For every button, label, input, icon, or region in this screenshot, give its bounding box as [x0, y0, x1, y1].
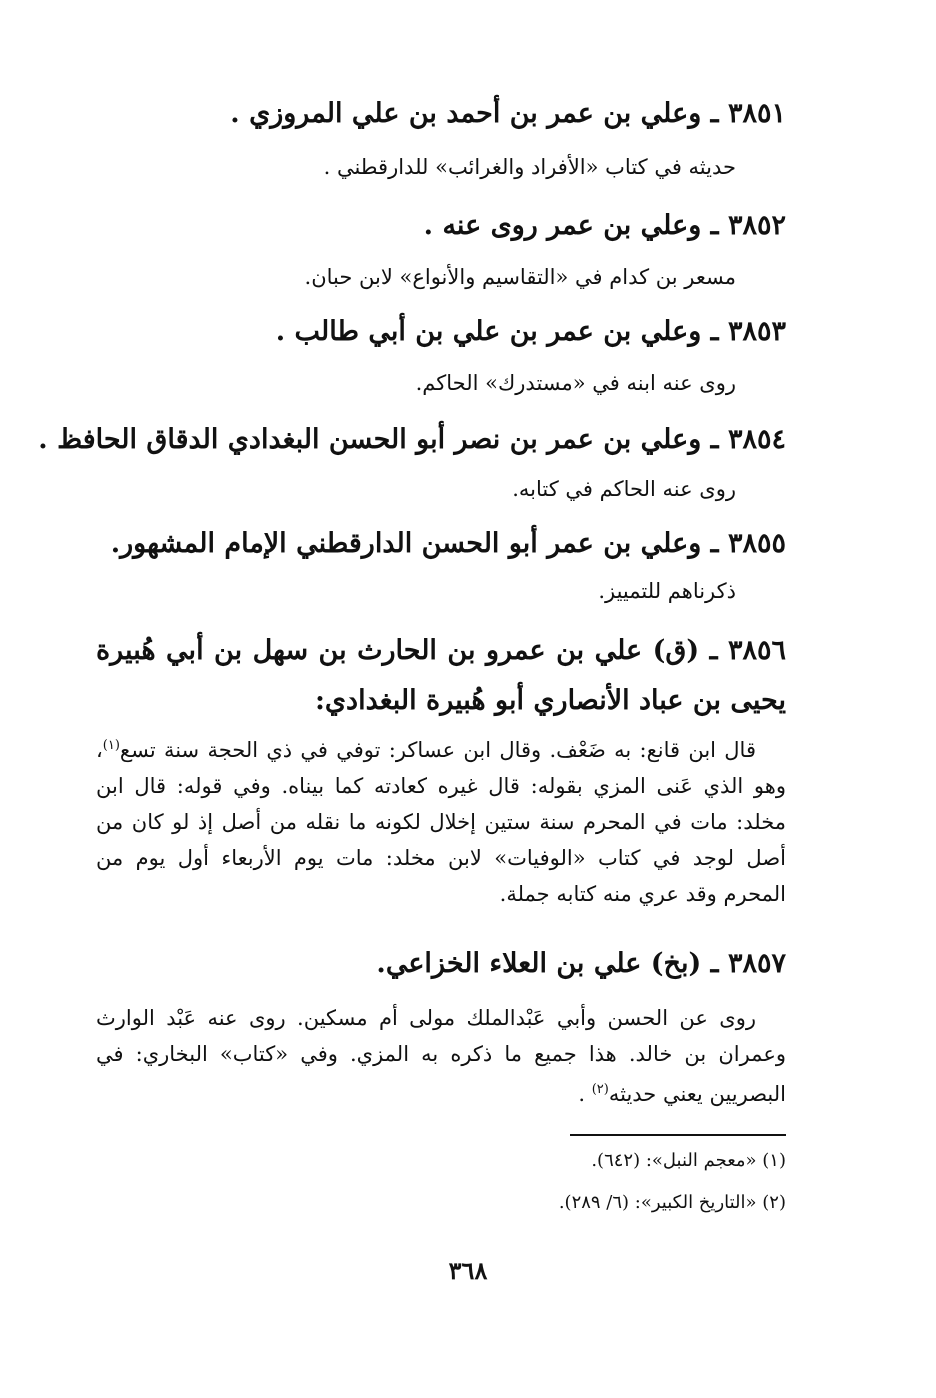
footnote-ref-2: (٢)	[591, 1082, 609, 1097]
footnote-ref-1: (١)	[102, 738, 120, 753]
entry-text-3857-part1: روى عن الحسن وأبي عَبْدالملك مولى أم مسكين. روى عنه عَبْد الوارث وعمران بن خالد. هذا جميع ما ذكره به المزي. وفي «كتاب» البخاري: في البصريين يعني حديثه	[96, 1006, 786, 1106]
footnote-1: (١) «معجم النبل»: (٦٤٢).	[591, 1150, 786, 1171]
entry-text-3853: روى عنه ابنه في «مستدرك» الحاكم.	[415, 371, 736, 395]
page-number: ٣٦٨	[448, 1256, 488, 1285]
entry-text-3857-part2: .	[578, 1082, 592, 1106]
entry-heading-3854: ٣٨٥٤ ـ وعلي بن عمر بن نصر أبو الحسن البغدادي الدقاق الحافظ .	[38, 424, 786, 455]
entry-text-3856	[96, 728, 786, 912]
entry-text-3856-part1: قال ابن قانع: به ضَعْف. وقال ابن عساكر: توفي في ذي الحجة سنة تسع	[119, 738, 756, 762]
footnote-divider	[570, 1134, 786, 1136]
entry-heading-3855: ٣٨٥٥ ـ وعلي بن عمر أبو الحسن الدارقطني الإمام المشهور.	[110, 528, 786, 559]
entry-heading-3852: ٣٨٥٢ ـ وعلي بن عمر روى عنه .	[423, 210, 786, 241]
entry-text-3854: روى عنه الحاكم في كتابه.	[512, 477, 736, 501]
entry-text-3855: ذكرناهم للتمييز.	[598, 579, 736, 603]
entry-text-3851: حديثه في كتاب «الأفراد والغرائب» للدارقطني .	[323, 155, 736, 179]
entry-heading-3853: ٣٨٥٣ ـ وعلي بن عمر بن علي بن أبي طالب .	[275, 316, 786, 347]
entry-heading-3857: ٣٨٥٧ ـ (بخ) علي بن العلاء الخزاعي.	[376, 948, 786, 979]
entry-text-3852: مسعر بن كدام في «التقاسيم والأنواع» لابن حبان.	[304, 265, 736, 289]
entry-text-3856-part2: ، وهو الذي عَنى المزي بقوله: قال غيره كعادته كما بيناه. وفي قوله: قال ابن مخلد: مات في المحرم سنة ستين إخلال لكونه ما نقله من أصل إذ لو كان من أصل لوجد في كتاب «الوفيات» لابن مخلد: مات يوم الأربعاء أول يوم من المحرم وقد عري منه كتابه جملة.	[96, 738, 786, 906]
footnote-2: (٢) «التاريخ الكبير»: (٦/ ٢٨٩).	[558, 1192, 786, 1213]
entry-heading-3856: ٣٨٥٦ ـ (ق) علي بن عمرو بن الحارث بن سهل بن أبي هُبيرة يحيى بن عباد الأنصاري أبو هُبيرة البغدادي:	[96, 635, 786, 716]
entry-text-3857	[96, 1000, 786, 1112]
entry-heading-3851: ٣٨٥١ ـ وعلي بن عمر بن أحمد بن علي المروزي .	[230, 98, 786, 129]
